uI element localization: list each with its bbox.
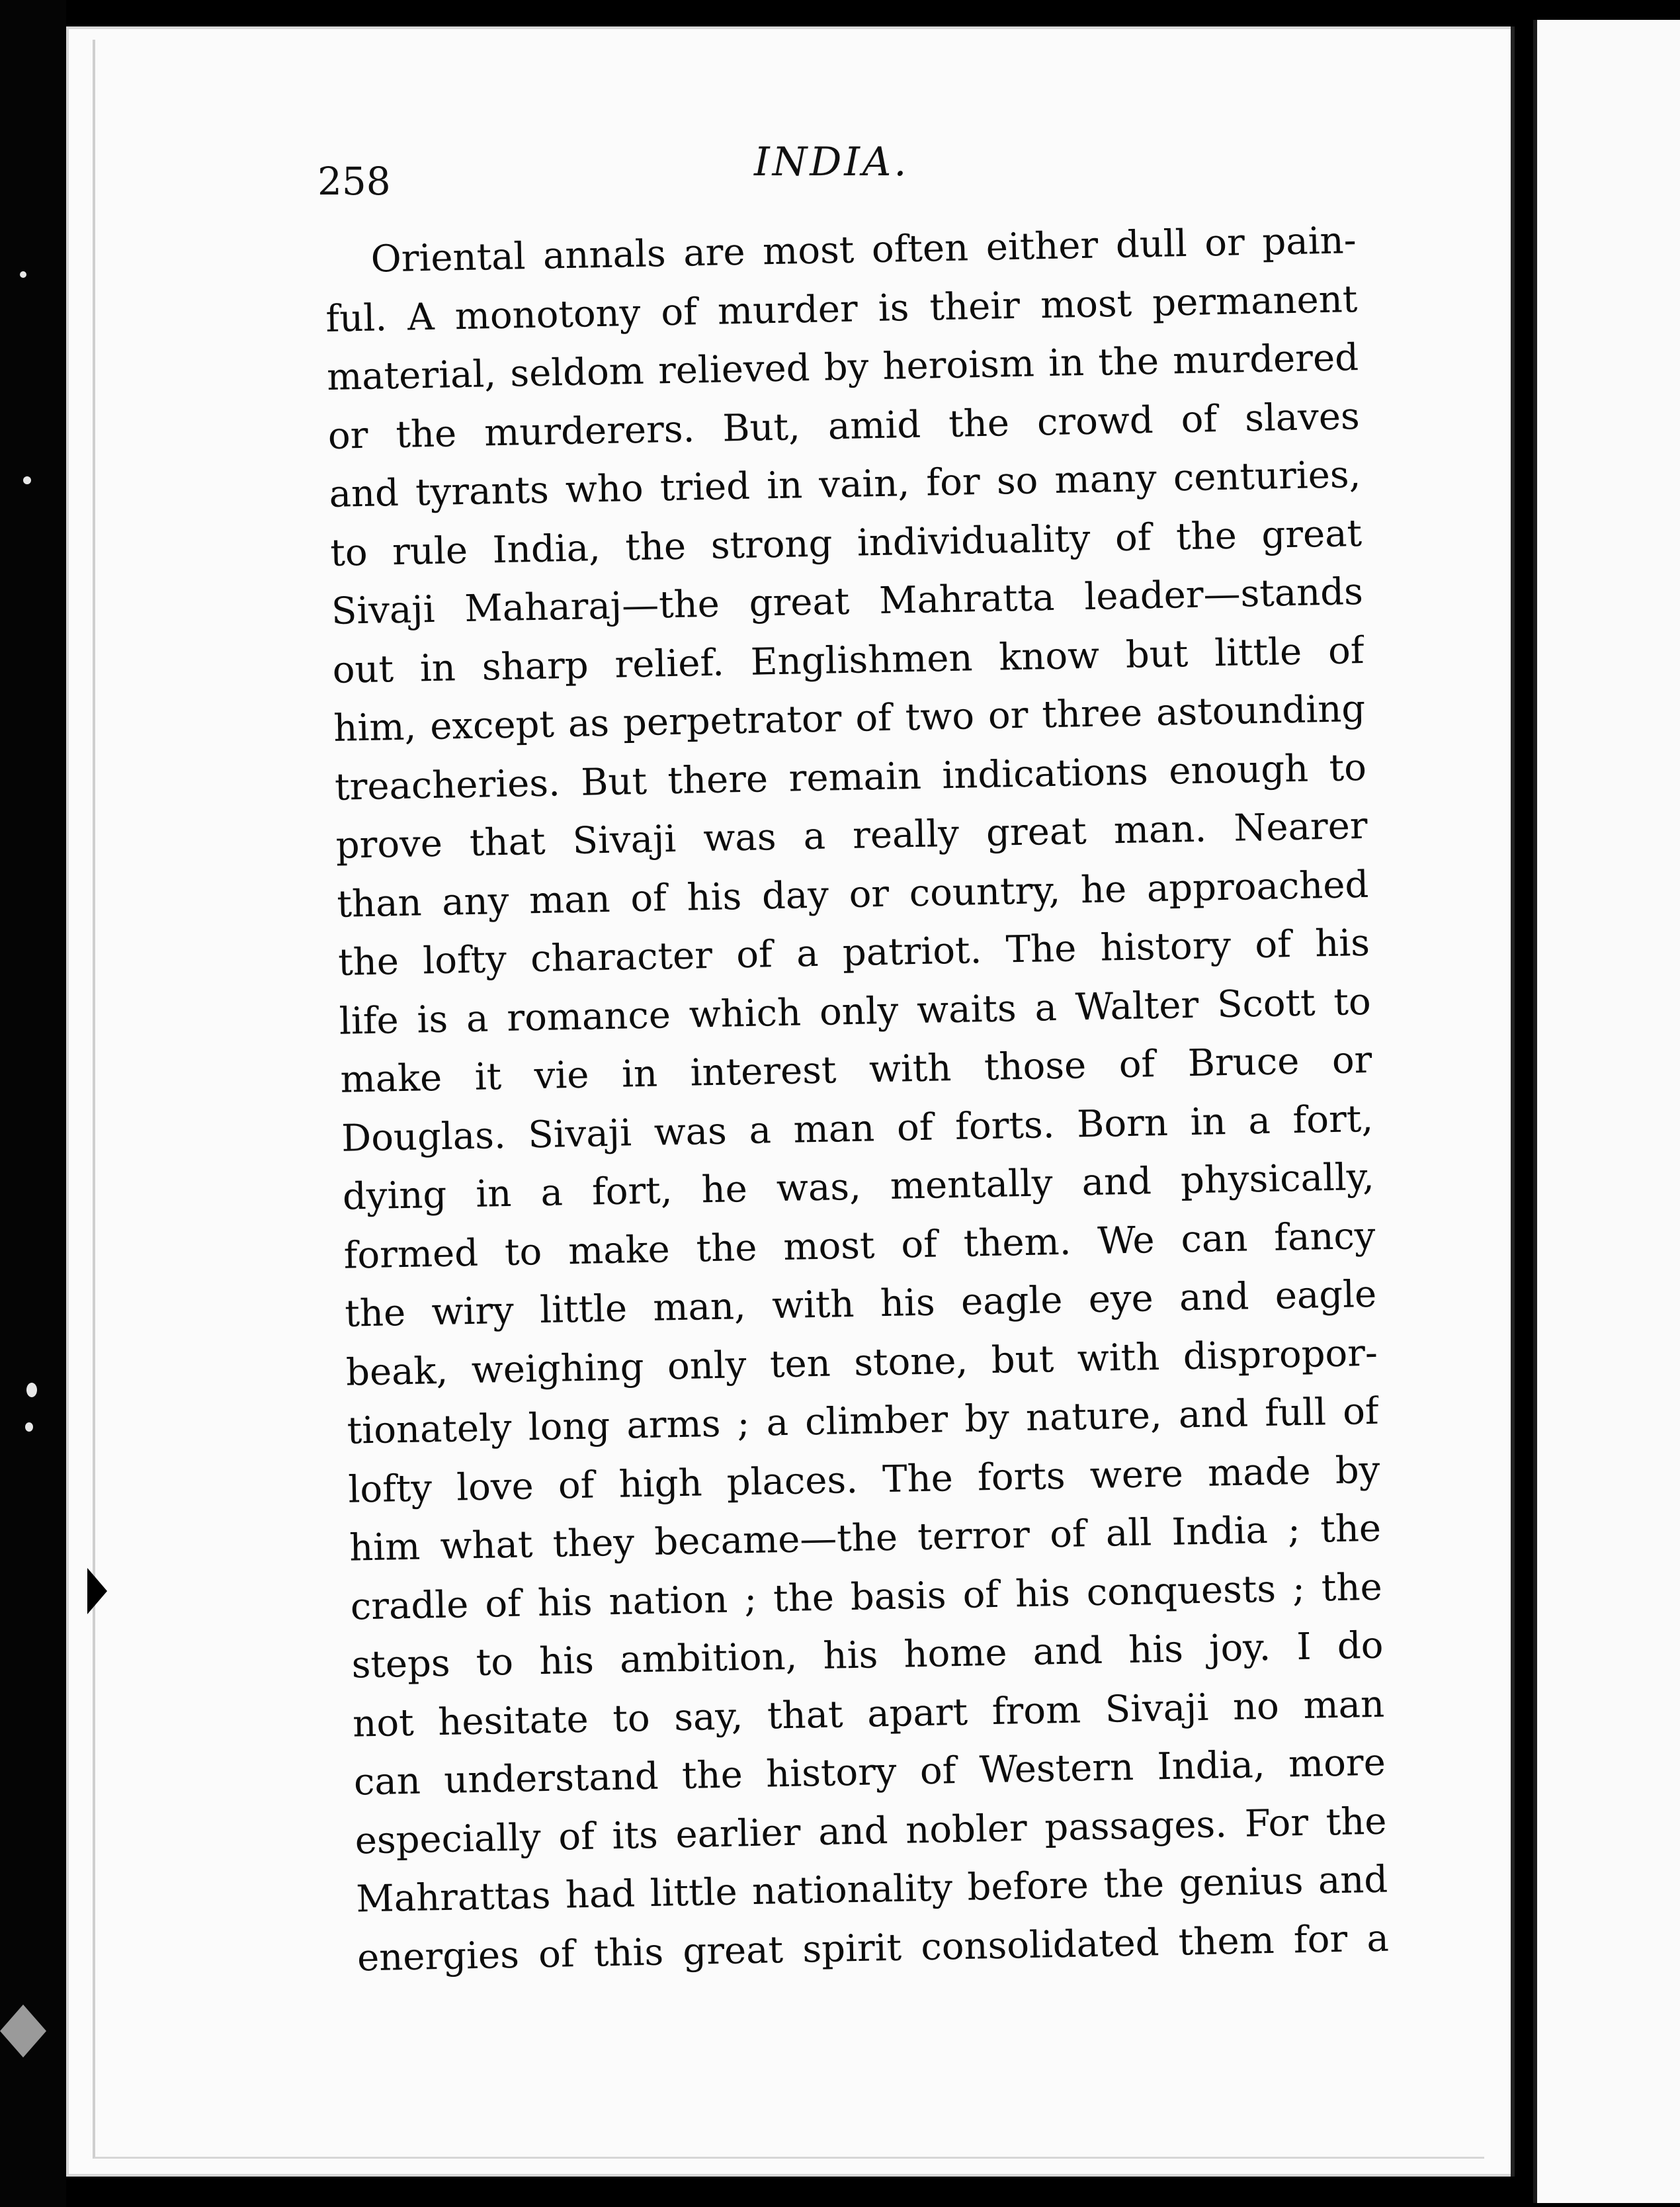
text-line: ful. A monotony of murder is their most permanent — [325, 277, 1358, 341]
text-line: him, except as perpetrator of two or three astounding — [333, 687, 1366, 750]
text-line: the lofty character of a patriot. The history of his — [337, 921, 1370, 984]
text-line: especially of its earlier and nobler passages. For the — [355, 1799, 1388, 1863]
text-line: Oriental annals are most often either dull or pain- — [370, 219, 1357, 281]
text-line: can understand the history of Western India, more — [353, 1741, 1386, 1804]
text-line: dying in a fort, he was, mentally and physically, — [342, 1155, 1375, 1219]
text-line: him what they became—the terror of all India ; the — [349, 1506, 1382, 1570]
text-line: to rule India, the strong individuality of the great — [329, 511, 1363, 575]
body-text — [324, 212, 1390, 1987]
book-binding-edge — [0, 0, 66, 2207]
text-line: not hesitate to say, that apart from Sivaji no man — [352, 1682, 1385, 1746]
text-line: Sivaji Maharaj—the great Mahratta leader—stands — [331, 570, 1364, 633]
text-line: Mahrattas had little nationality before the genius and — [355, 1858, 1388, 1921]
text-line: tionately long arms ; a climber by nature, and full of — [347, 1389, 1380, 1453]
text-line: the wiry little man, with his eagle eye and eagle — [344, 1272, 1377, 1336]
text-line: or the murderers. But, amid the crowd of slaves — [327, 394, 1361, 458]
text-line: material, seldom relieved by heroism in the murdered — [326, 336, 1359, 399]
running-head: INDIA. — [754, 139, 909, 185]
binding-speck — [20, 271, 26, 278]
text-line: formed to make the most of them. We can fancy — [343, 1214, 1376, 1277]
binding-speck — [26, 1383, 37, 1397]
text-line: life is a romance which only waits a Walter Scott to — [339, 980, 1372, 1043]
page-number: 258 — [317, 159, 391, 204]
binding-speck — [23, 476, 31, 484]
text-line: prove that Sivaji was a really great man. Nearer — [335, 804, 1368, 867]
binding-speck — [25, 1422, 33, 1432]
text-line: than any man of his day or country, he approached — [336, 863, 1369, 926]
text-line: steps to his ambition, his home and his joy. I do — [351, 1623, 1384, 1687]
text-line: lofty love of high places. The forts were made by — [347, 1448, 1380, 1512]
text-line: treacheries. But there remain indications enough to — [334, 746, 1367, 809]
text-line: cradle of his nation ; the basis of his conquests ; the — [350, 1565, 1383, 1629]
text-line: out in sharp relief. Englishmen know but little of — [332, 628, 1365, 692]
text-line: make it vie in interest with those of Bruce or — [339, 1038, 1372, 1102]
text-line: and tyrants who tried in vain, for so many centuries, — [329, 453, 1361, 516]
facing-page-edge — [1533, 20, 1680, 2203]
text-line: beak, weighing only ten stone, but with dispropor- — [345, 1331, 1378, 1395]
text-line: Douglas. Sivaji was a man of forts. Born in a fort, — [341, 1097, 1374, 1160]
text-line: energies of this great spirit consolidated them for a — [357, 1917, 1390, 1980]
